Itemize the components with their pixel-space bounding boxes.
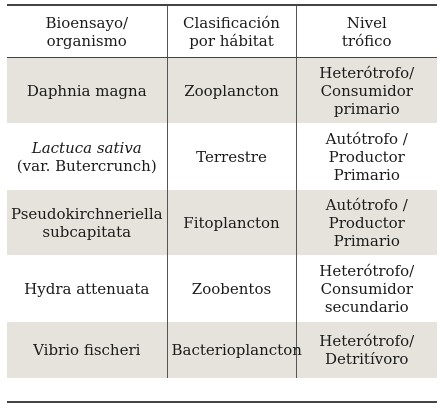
- organism-variety: (var. Butercrunch): [16, 156, 157, 175]
- table-row: [7, 190, 437, 256]
- habitat-cell: Terrestre: [167, 124, 296, 190]
- header-trophic-line1: Nivel: [346, 13, 387, 32]
- header-organism: [7, 6, 167, 58]
- header-habitat: [167, 6, 296, 58]
- trophic-line: secundario: [324, 297, 409, 316]
- header-habitat-line2: por hábitat: [189, 31, 274, 50]
- habitat-cell: Bacterioplancton: [167, 322, 296, 378]
- trophic-cell: [296, 58, 437, 124]
- trophic-line: primario: [333, 99, 400, 118]
- organism-name: Hydra attenuata: [24, 279, 150, 298]
- header-row: [7, 6, 437, 58]
- header-organism-line1: Bioensayo/: [45, 13, 129, 32]
- organism-cell: [7, 322, 167, 378]
- trophic-line: Heterótrofo/: [319, 261, 415, 280]
- organism-cell: [7, 256, 167, 322]
- habitat-cell: Zoobentos: [167, 256, 296, 322]
- trophic-line: Autótrofo /: [325, 129, 408, 148]
- organism-name: Daphnia magna: [26, 81, 147, 100]
- trophic-line: Heterótrofo/: [319, 331, 415, 350]
- trophic-line: Productor: [328, 147, 405, 166]
- table-row: [7, 58, 437, 124]
- header-organism-line2: organismo: [46, 31, 127, 50]
- trophic-cell: [296, 256, 437, 322]
- organism-cell: [7, 124, 167, 190]
- trophic-cell: [296, 124, 437, 190]
- organism-name: Pseudokirchneriella: [11, 204, 163, 223]
- trophic-line: Productor: [328, 213, 405, 232]
- table-row: [7, 124, 437, 190]
- organism-name: Vibrio fischeri: [33, 340, 141, 359]
- organism-name: Lactuca sativa: [31, 138, 142, 157]
- organism-cell: [7, 58, 167, 124]
- trophic-line: Consumidor: [320, 279, 413, 298]
- header-habitat-line1: Clasificación: [183, 13, 280, 32]
- organism-cell: [7, 190, 167, 256]
- bioassay-table: [7, 6, 437, 378]
- trophic-line: Consumidor: [320, 81, 413, 100]
- organism-name: subcapitata: [42, 222, 132, 241]
- trophic-line: Primario: [333, 231, 400, 250]
- habitat-cell: Zooplancton: [167, 58, 296, 124]
- header-trophic: [296, 6, 437, 58]
- trophic-line: Heterótrofo/: [319, 63, 415, 82]
- trophic-line: Detritívoro: [325, 349, 409, 368]
- table-row: [7, 322, 437, 378]
- trophic-cell: [296, 190, 437, 256]
- header-trophic-line2: trófico: [341, 31, 392, 50]
- trophic-line: Primario: [333, 165, 400, 184]
- table-row: [7, 256, 437, 322]
- trophic-cell: [296, 322, 437, 378]
- habitat-cell: Fitoplancton: [167, 190, 296, 256]
- trophic-line: Autótrofo /: [325, 195, 408, 214]
